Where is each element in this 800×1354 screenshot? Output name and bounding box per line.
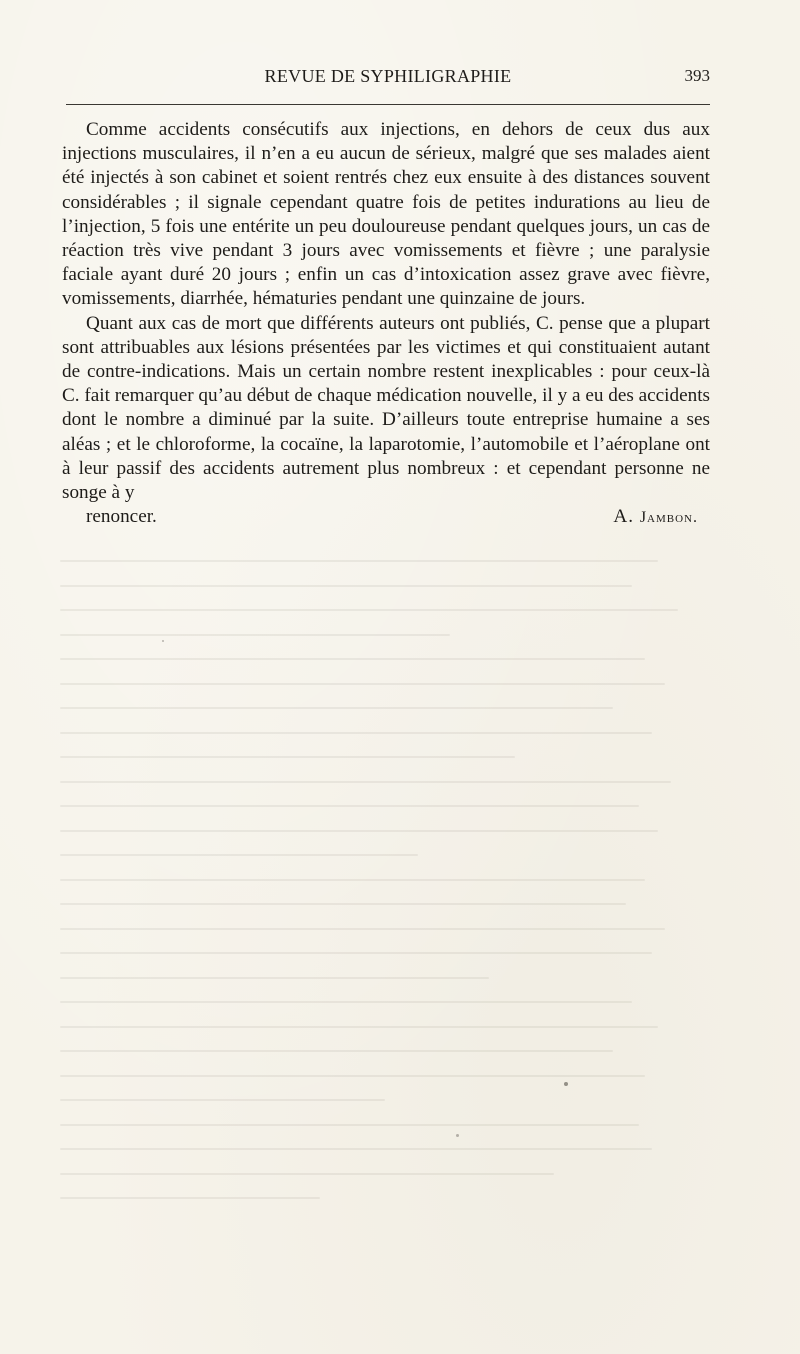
article-body xyxy=(62,118,710,530)
page-header xyxy=(66,66,710,90)
author-signature xyxy=(589,505,710,530)
final-word: renoncer. xyxy=(86,506,157,528)
bleed-through-texture xyxy=(60,560,710,1260)
paper-speck xyxy=(162,640,164,642)
closing-line xyxy=(62,505,710,530)
paragraph-1: Comme accidents consécutifs aux injections, en dehors de ceux dus aux injections musculaires, il n’en a eu aucun de sérieux, malgré que ses malades aient été injectés à son cabinet et soient rentrés chez eux ensuite à des distances souvent considérables ; il signale cependant quatre fois de petites indurations au lieu de l’injection, 5 fois une entérite un peu douloureuse pendant quelques jours, un cas de réaction très vive pendant 3 jours avec vomissements et fièvre ; une paralysie faciale ayant duré 20 jours ; enfin un cas d’intoxication assez grave avec fièvre, vomissements, diarrhée, hématuries pendant une quinzaine de jours. xyxy=(62,119,710,310)
paragraph-2: Quant aux cas de mort que différents auteurs ont publiés, C. pense que a plupart sont attribuables aux lésions présentées par les victimes et qui constituaient autant de contre-indications. Mais un certain nombre restent inexplicables : pour ceux-là C. fait remarquer qu’au début de chaque médication nouvelle, il y a eu des accidents dont le nombre a diminué par la suite. D’ailleurs toute entreprise humaine a ses aléas ; et le chloroforme, la cocaïne, la laparotomie, l’automobile et l’aéroplane ont à leur passif des accidents autrement plus nombreux : et cependant personne ne songe à y xyxy=(62,312,710,504)
header-rule xyxy=(66,104,710,105)
signature-initial: A. xyxy=(613,506,635,528)
paper-speck xyxy=(564,1082,568,1086)
paper-speck xyxy=(456,1134,459,1137)
running-title: REVUE DE SYPHILIGRAPHIE xyxy=(264,66,512,86)
page-number: 393 xyxy=(684,66,710,85)
signature-surname: Jambon. xyxy=(639,509,698,527)
